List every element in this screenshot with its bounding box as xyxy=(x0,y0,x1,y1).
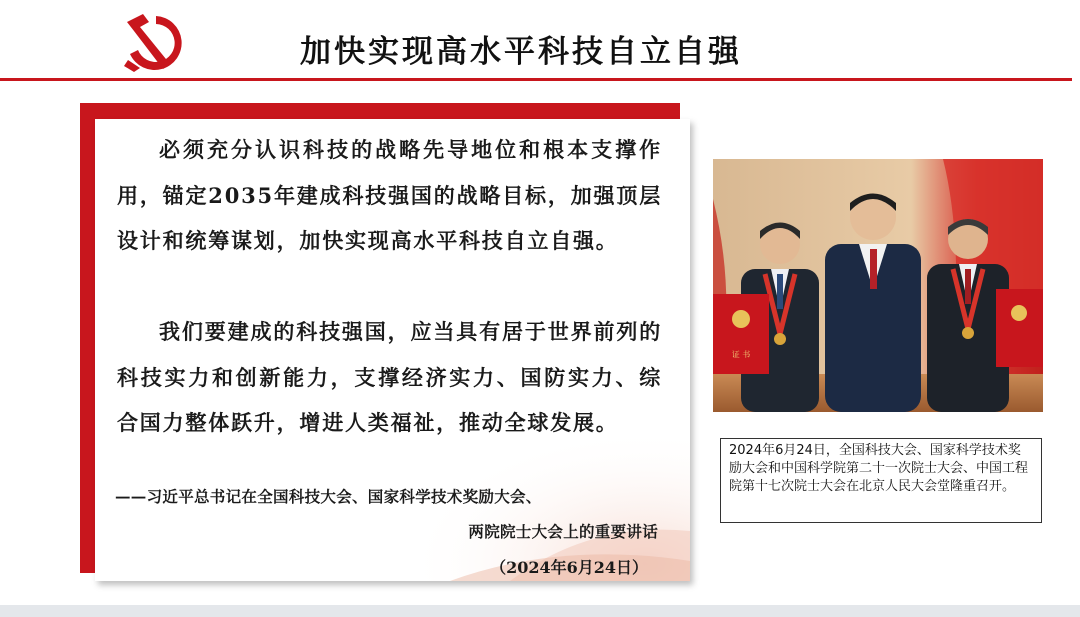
quote-card xyxy=(95,119,690,581)
quote-attribution: 两院院士大会上的重要讲话 xyxy=(468,522,658,541)
quote-paragraph: 我们要建成的科技强国，应当具有居于世界前列的科技实力和创新能力，支撑经济实力、国防实力、综合国力整体跃升，增进人类福祉，推动全球发展。 xyxy=(117,319,662,435)
photo-caption: 2024年6月24日，全国科技大会、国家科学技术奖励大会和中国科学院第二十一次院士大会、中国工程院第十七次院士大会在北京人民大会堂隆重召开。 xyxy=(720,438,1042,523)
quote-paragraph: 必须充分认识科技的战略先导地位和根本支撑作用，锚定2035年建成科技强国的战略目标，加强顶层设计和统筹谋划，加快实现高水平科技自立自强。 xyxy=(117,137,662,253)
quote-attribution: ——习近平总书记在全国科技大会、国家科学技术奖励大会、 xyxy=(115,487,542,506)
quote-date: （2024年6月24日） xyxy=(490,558,648,577)
event-photo xyxy=(713,159,1043,412)
header-divider xyxy=(0,78,1072,81)
certificate-label: 证 书 xyxy=(731,350,751,359)
page-title: 加快实现高水平科技自立自强 xyxy=(300,34,742,70)
hammer-sickle-icon xyxy=(118,10,188,74)
bottom-band xyxy=(0,605,1080,617)
